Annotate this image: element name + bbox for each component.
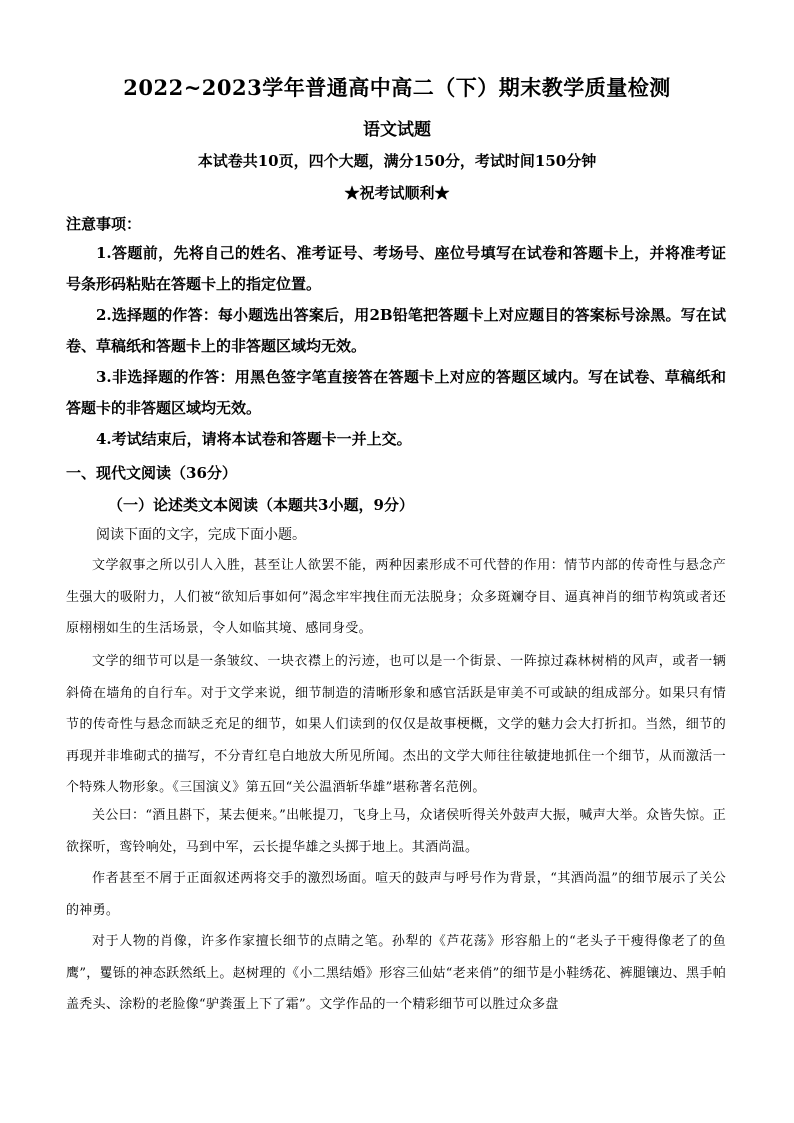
passage-paragraph: 作者甚至不屑于正面叙述两将交手的激烈场面。喧天的鼓声与呼号作为背景，“其酒尚温”的细节展示了关公的神勇。 — [66, 871, 726, 918]
notice-item: 2.选择题的作答：每小题选出答案后，用2B铅笔把答题卡上对应题目的答案标号涂黑。写在试卷、草稿纸和答题卡上的非答题区域均无效。 — [66, 306, 726, 355]
notice-item: 3.非选择题的作答：用黑色签字笔直接答在答题卡上对应的答题区域内。写在试卷、草稿纸和答题卡的非答题区域均无效。 — [66, 368, 726, 417]
subsection-heading: （一）论述类文本阅读（本题共3小题，9分） — [108, 496, 414, 514]
subject-title: 语文试题 — [363, 120, 431, 140]
passage-paragraph: 关公曰：“酒且斟下，某去便来。”出帐提刀，飞身上马，众诸侯听得关外鼓声大振，喊声大举。众皆失惊。正欲探听，鸾铃响处，马到中军，云长提华雄之头掷于地上。其酒尚温。 — [66, 808, 726, 855]
passage-paragraph: 文学叙事之所以引人入胜，甚至让人欲罢不能，两种因素形成不可代替的作用：情节内部的传奇性与悬念产生强大的吸附力，人们被“欲知后事如何”渴念牢牢拽住而无法脱身；众多斑斓夺目、逼真神肖的细节构筑或者还原栩栩如生的生活场景，令人如临其境、感同身受。 — [66, 558, 726, 636]
section-heading: 一、现代文阅读（36分） — [66, 464, 237, 482]
exam-info: 本试卷共10页，四个大题，满分150分，考试时间150分钟 — [197, 152, 597, 170]
good-luck-line: ★祝考试顺利★ — [344, 184, 450, 202]
reading-instruction: 阅读下面的文字，完成下面小题。 — [96, 527, 306, 543]
passage-paragraph: 文学的细节可以是一条皱纹、一块衣襟上的污迹，也可以是一个街景、一阵掠过森林树梢的风声，或者一辆斜倚在墙角的自行车。对于文学来说，细节制造的清晰形象和感官活跃是审美不可或缺的组成部分。如果只有情节的传奇性与悬念而缺乏充足的细节，如果人们读到的仅仅是故事梗概，文学的魅力会大打折扣。当然，细节的再现并非堆砌式的描写，不分青红皂白地放大所见所闻。杰出的文学大师往往敏捷地抓住一个细节，从而激活一个特殊人物形象。《三国演义》第五回“关公温酒斩华雄”堪称著名范例。 — [66, 654, 726, 795]
passage-paragraph: 对于人物的肖像，许多作家擅长细节的点睛之笔。孙犁的《芦花荡》形容船上的“老头子干瘦得像老了的鱼鹰”，矍铄的神态跃然纸上。赵树理的《小二黑结婚》形容三仙姑“老来俏”的细节是小鞋绣花、裤腿镶边、黑手帕盖秃头、涂粉的老脸像“驴粪蛋上下了霜”。文学作品的一个精彩细节可以胜过众多盘 — [66, 934, 726, 1012]
notice-heading: 注意事项： — [66, 215, 142, 233]
notice-item: 1.答题前，先将自己的姓名、准考证号、考场号、座位号填写在试卷和答题卡上，并将准考证号条形码粘贴在答题卡上的指定位置。 — [66, 244, 726, 293]
exam-title: 2022~2023学年普通高中高二（下）期末教学质量检测 — [123, 75, 671, 100]
notice-item: 4.考试结束后，请将本试卷和答题卡一并上交。 — [96, 430, 412, 448]
